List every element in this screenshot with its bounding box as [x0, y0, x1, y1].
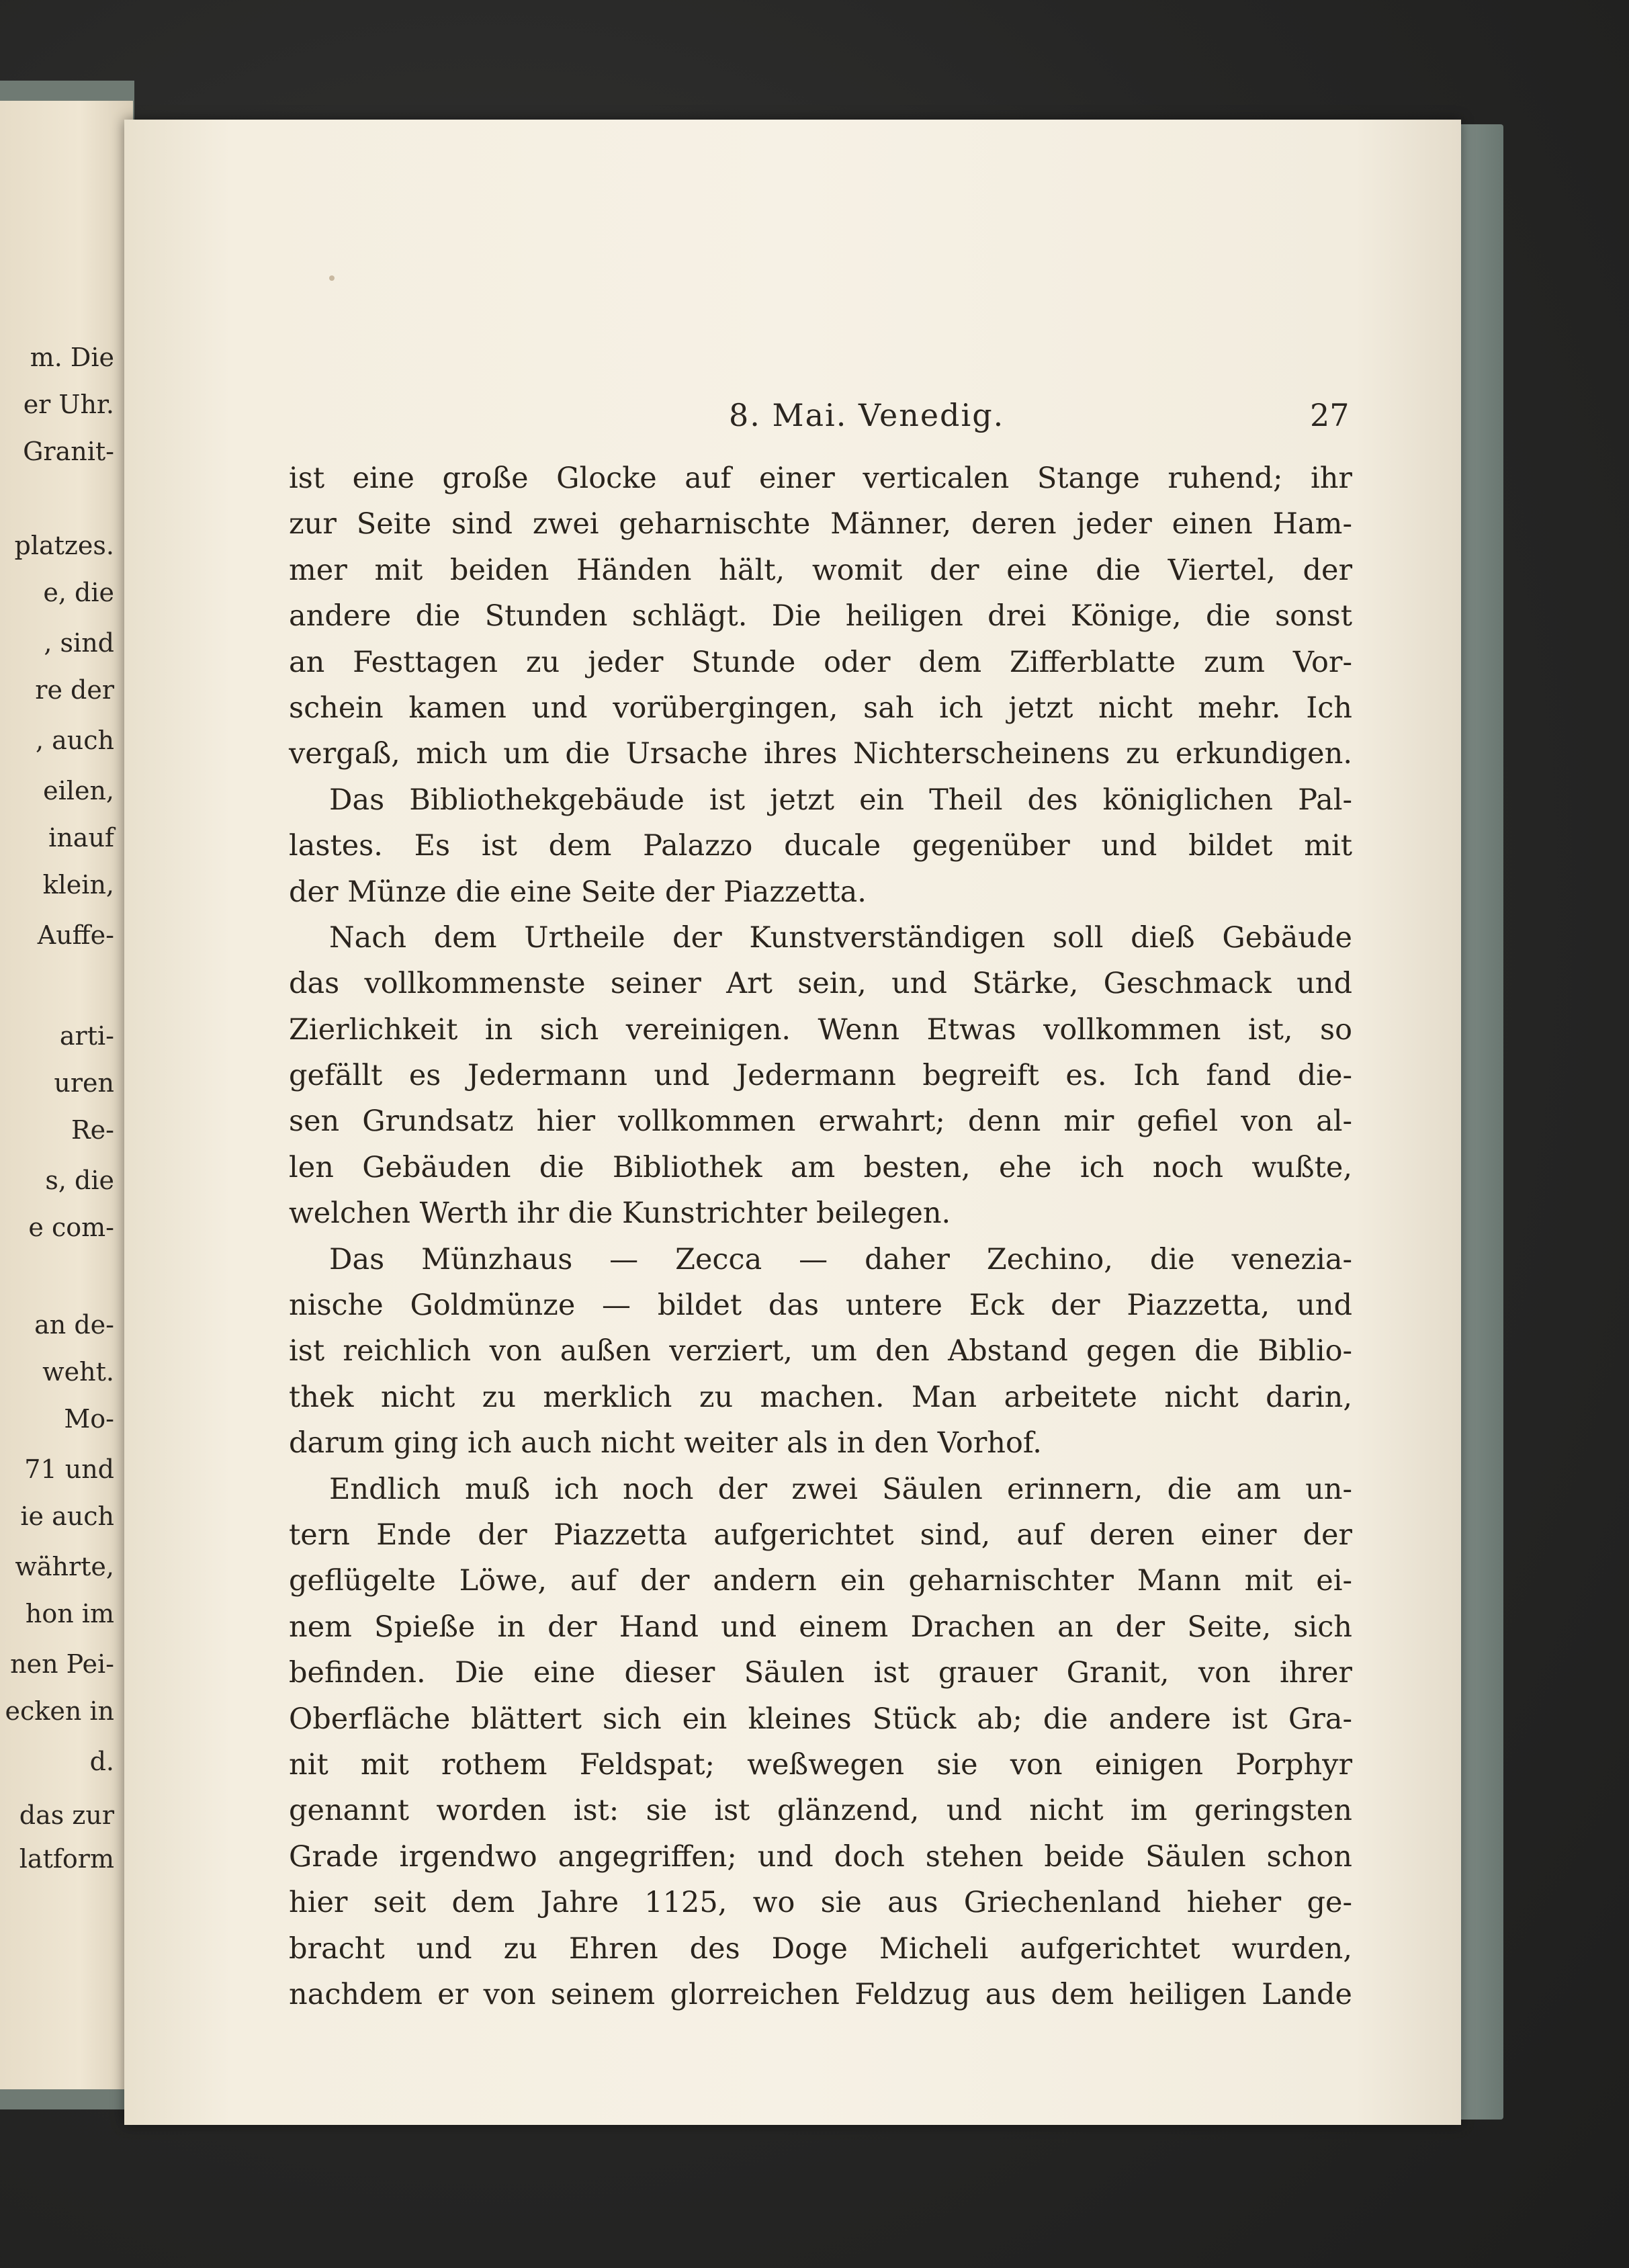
- left-page-fragment: klein,: [42, 870, 114, 900]
- text-line: sen Grundsatz hier vollkommen erwahrt; denn mir gefiel von al-: [289, 1104, 1352, 1139]
- page-header: [729, 397, 1461, 437]
- left-page-fragment: Re-: [71, 1115, 114, 1145]
- text-line: nem Spieße in der Hand und einem Drachen an der Seite, sich: [289, 1610, 1352, 1644]
- left-page-fragment: , auch: [35, 726, 114, 755]
- text-line: lastes. Es ist dem Palazzo ducale gegenüber und bildet mit: [289, 829, 1352, 863]
- text-line: zur Seite sind zwei geharnischte Männer, deren jeder einen Ham-: [289, 507, 1352, 541]
- text-line: darum ging ich auch nicht weiter als in den Vorhof.: [289, 1426, 1042, 1460]
- text-line: Das Münzhaus — Zecca — daher Zechino, die venezia-: [329, 1242, 1352, 1276]
- text-line: Endlich muß ich noch der zwei Säulen erinnern, die am un-: [329, 1472, 1352, 1506]
- text-line: hier seit dem Jahre 1125, wo sie aus Griechenland hieher ge-: [289, 1886, 1352, 1920]
- left-page-fragment: 71 und: [24, 1454, 114, 1484]
- text-line: vergaß, mich um die Ursache ihres Nichterscheinens zu erkundigen.: [289, 737, 1352, 771]
- paper-spot: [329, 275, 335, 281]
- left-page-fragment: e, die: [43, 578, 114, 607]
- book-page: [124, 120, 1461, 2125]
- left-page-fragment: Mo-: [64, 1404, 114, 1434]
- text-line: bracht und zu Ehren des Doge Micheli aufgerichtet wurden,: [289, 1931, 1352, 1966]
- running-head: 8. Mai. Venedig.: [729, 397, 1005, 433]
- left-page-fragment: uren: [54, 1068, 114, 1098]
- text-line: geflügelte Löwe, auf der andern ein geharnischter Mann mit ei-: [289, 1564, 1352, 1598]
- text-line: Grade irgendwo angegriffen; und doch stehen beide Säulen schon: [289, 1839, 1352, 1874]
- text-line: befinden. Die eine dieser Säulen ist grauer Granit, von ihrer: [289, 1656, 1352, 1690]
- left-page-fragment: Auffe-: [37, 920, 114, 950]
- left-page-fragment: das zur: [19, 1800, 114, 1830]
- text-line: nische Goldmünze — bildet das untere Eck der Piazzetta, und: [289, 1289, 1352, 1323]
- left-page-fragment: arti-: [59, 1021, 114, 1051]
- text-line: Nach dem Urtheile der Kunstverständigen soll dieß Gebäude: [329, 920, 1352, 955]
- text-line: mer mit beiden Händen hält, womit der eine die Viertel, der: [289, 553, 1352, 587]
- page-number: 27: [1310, 397, 1350, 433]
- text-line: andere die Stunden schlägt. Die heiligen drei Könige, die sonst: [289, 599, 1352, 634]
- text-line: nachdem er von seinem glorreichen Feldzug aus dem heiligen Lande: [289, 1977, 1352, 2011]
- left-page-fragment: eilen,: [43, 776, 114, 805]
- left-page-fragment: s, die: [45, 1166, 114, 1195]
- left-page-fragment: an de-: [34, 1310, 114, 1340]
- text-line: tern Ende der Piazzetta aufgerichtet sind, auf deren einer der: [289, 1518, 1352, 1552]
- text-line: welchen Werth ihr die Kunstrichter beilegen.: [289, 1196, 951, 1231]
- text-line: thek nicht zu merklich zu machen. Man arbeitete nicht darin,: [289, 1380, 1352, 1414]
- left-page-fragment: latform: [19, 1844, 114, 1874]
- text-line: Oberfläche blättert sich ein kleines Stück ab; die andere ist Gra-: [289, 1702, 1352, 1736]
- left-page-fragment: ecken in: [5, 1696, 114, 1726]
- left-page-fragment: weht.: [42, 1357, 114, 1387]
- left-page-fragment: nen Pei-: [10, 1649, 114, 1679]
- text-line: Zierlichkeit in sich vereinigen. Wenn Etwas vollkommen ist, so: [289, 1012, 1352, 1047]
- left-page-fragment: d.: [89, 1747, 114, 1776]
- left-page-fragment: inauf: [48, 823, 114, 853]
- text-line: Das Bibliothekgebäude ist jetzt ein Theil des königlichen Pal-: [329, 783, 1352, 817]
- text-line: len Gebäuden die Bibliothek am besten, ehe ich noch wußte,: [289, 1150, 1352, 1184]
- left-page-fragment: ie auch: [20, 1501, 114, 1531]
- left-page-fragment: m. Die: [30, 343, 114, 372]
- left-page-fragment: er Uhr.: [23, 390, 114, 419]
- left-page-fragment: Granit-: [23, 437, 114, 466]
- text-block: [289, 455, 1352, 2017]
- left-page-fragment: hon im: [25, 1599, 114, 1628]
- text-line: genannt worden ist: sie ist glänzend, und nicht im geringsten: [289, 1794, 1352, 1828]
- text-line: nit mit rothem Feldspat; weßwegen sie von einigen Porphyr: [289, 1747, 1352, 1782]
- left-page-fragment: e com-: [28, 1213, 114, 1242]
- left-page-fragment: re der: [35, 675, 114, 705]
- text-line: ist reichlich von außen verziert, um den Abstand gegen die Biblio-: [289, 1334, 1352, 1368]
- text-line: ist eine große Glocke auf einer verticalen Stange ruhend; ihr: [289, 462, 1352, 495]
- text-line: schein kamen und vorübergingen, sah ich jetzt nicht mehr. Ich: [289, 691, 1352, 725]
- text-line: an Festtagen zu jeder Stunde oder dem Zifferblatte zum Vor-: [289, 645, 1352, 679]
- text-line: das vollkommenste seiner Art sein, und Stärke, Geschmack und: [289, 967, 1352, 1001]
- left-page-fragment: währte,: [15, 1552, 114, 1581]
- left-page-fragment: , sind: [44, 628, 114, 658]
- text-line: der Münze die eine Seite der Piazzetta.: [289, 875, 867, 909]
- text-line: gefällt es Jedermann und Jedermann begreift es. Ich fand die-: [289, 1059, 1352, 1093]
- left-page-edge: [0, 101, 133, 2089]
- left-page-fragment: platzes.: [14, 531, 114, 560]
